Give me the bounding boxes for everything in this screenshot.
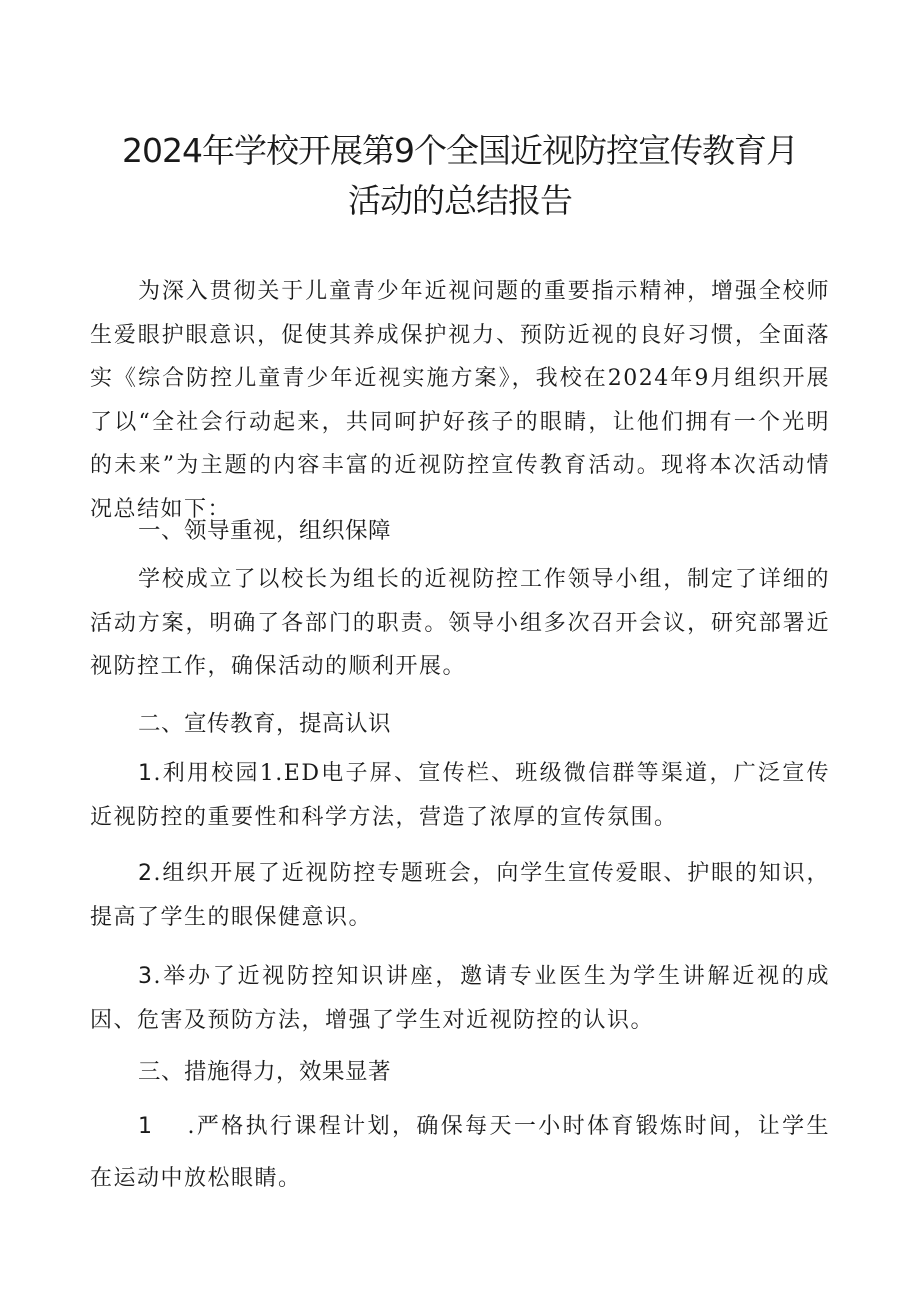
section2-item-2 — [90, 852, 830, 939]
item-number: 1 — [138, 1114, 154, 1139]
section1-heading: 一、领导重视，组织保障 — [138, 518, 392, 544]
item-text: .严格执行课程计划，确保每天一小时体育锻炼时间，让学生在运动中放松眼睛。 — [90, 1114, 830, 1191]
section2-item-3 — [90, 955, 830, 1042]
section2-heading: 二、宣传教育，提高认识 — [138, 711, 392, 737]
item-text: .组织开展了近视防控专题班会，向学生宣传爱眼、护眼的知识，提高了学生的眼保健意识。 — [90, 861, 830, 930]
document-title-line2: 活动的总结报告 — [348, 181, 572, 220]
section2-item-1 — [90, 752, 830, 839]
intro-paragraph: 为深入贯彻关于儿童青少年近视问题的重要指示精神，增强全校师生爱眼护眼意识，促使其养成保护视力、预防近视的良好习惯，全面落实《综合防控儿童青少年近视实施方案》，我校在2024年9月组织开展了以“全社会行动起来，共同呵护好孩子的眼睛，让他们拥有一个光明的未来”为主题的内容丰富的近视防控宣传教育活动。现将本次活动情况总结如下： — [90, 279, 830, 522]
section1-paragraph: 学校成立了以校长为组长的近视防控工作领导小组，制定了详细的活动方案，明确了各部门的职责。领导小组多次召开会议，研究部署近视防控工作，确保活动的顺利开展。 — [90, 567, 830, 679]
section3-heading: 三、措施得力，效果显著 — [138, 1059, 392, 1085]
item-text: .举办了近视防控知识讲座，邀请专业医生为学生讲解近视的成因、危害及预防方法，增强了学生对近视防控的认识。 — [90, 964, 830, 1033]
item-number: 1 — [138, 761, 154, 786]
item-number: 3 — [138, 964, 154, 989]
section3-item-1 — [90, 1101, 830, 1205]
item-number: 2 — [138, 861, 154, 886]
document-title-line1: 2024年学校开展第9个全国近视防控宣传教育月 — [122, 131, 798, 170]
item-text: .利用校园1.ED电子屏、宣传栏、班级微信群等渠道，广泛宣传近视防控的重要性和科学方法，营造了浓厚的宣传氛围。 — [90, 761, 830, 830]
